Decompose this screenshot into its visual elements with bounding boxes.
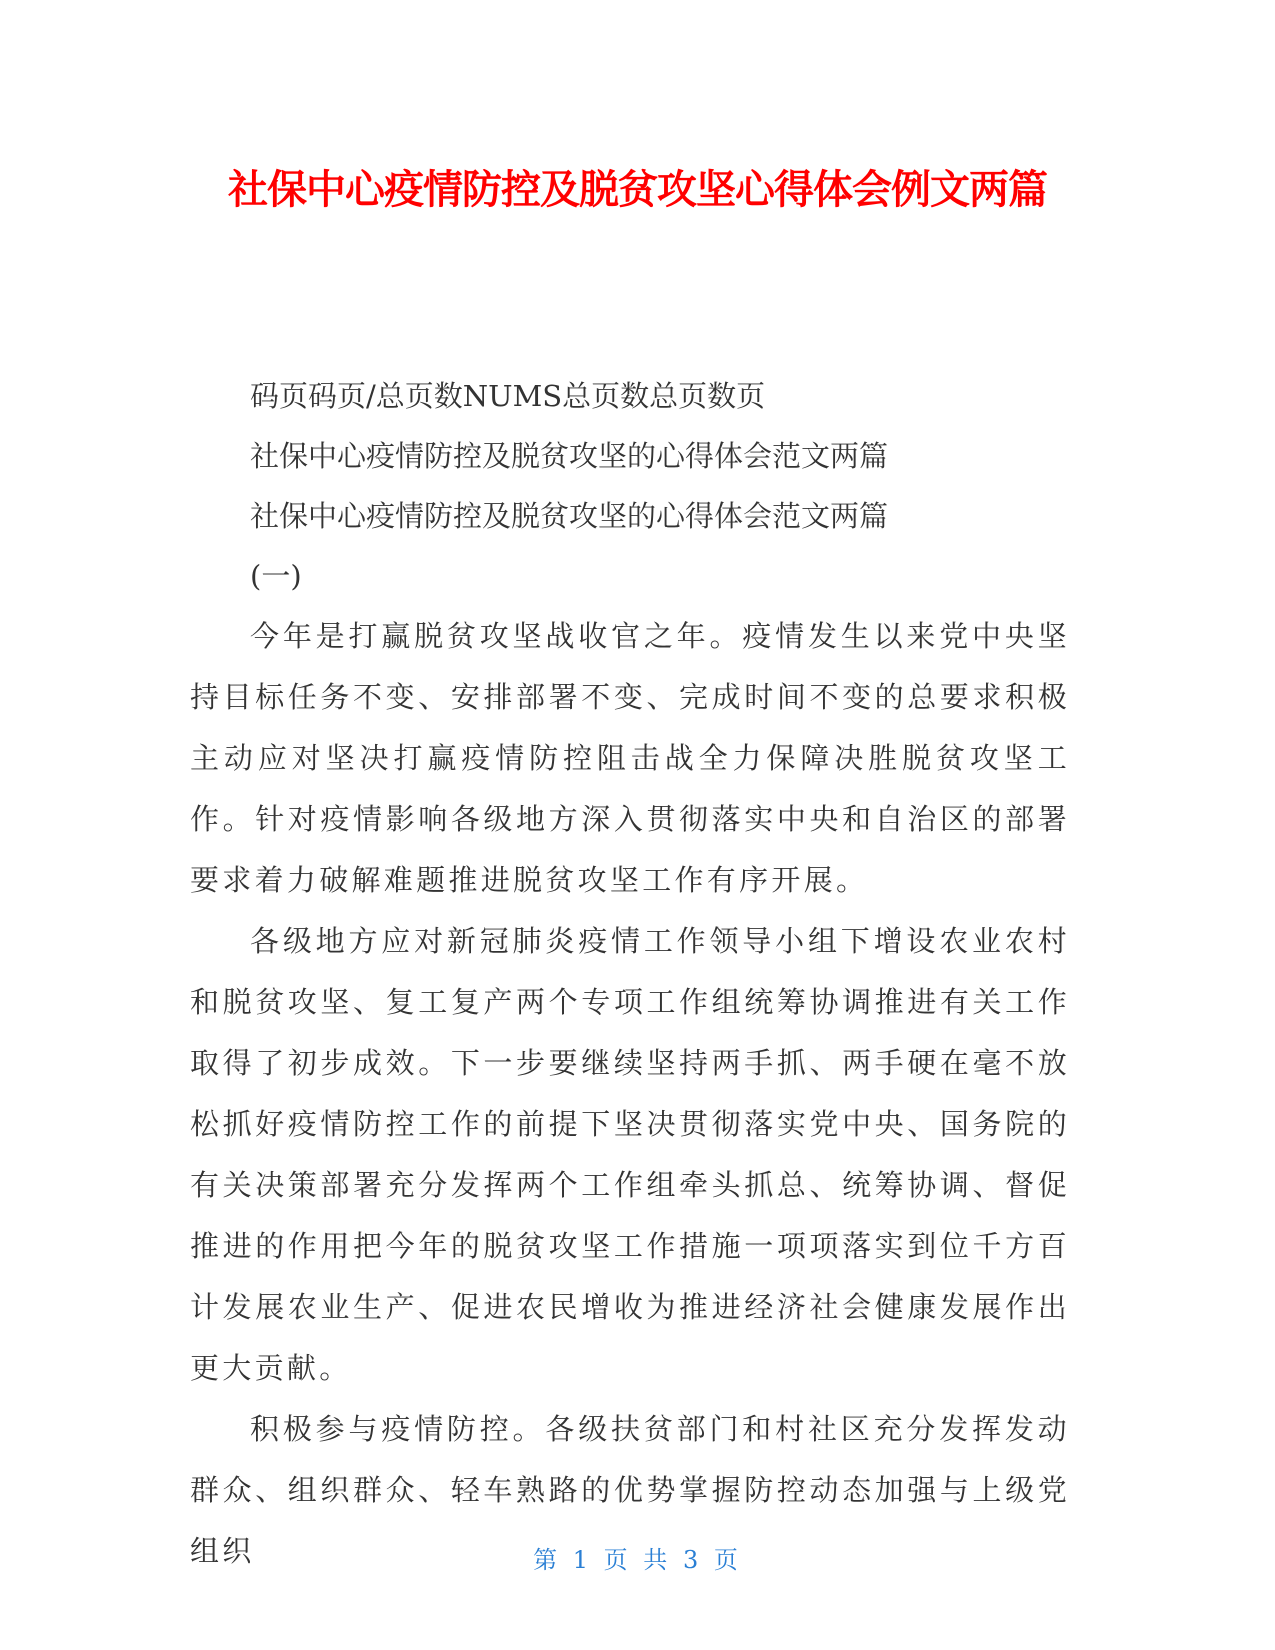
subtitle-line-2: 社保中心疫情防控及脱贫攻坚的心得体会范文两篇 (250, 499, 889, 533)
paragraph-1: 今年是打赢脱贫攻坚战收官之年。疫情发生以来党中央坚持目标任务不变、安排部署不变、完成时间不变的总要求积极主动应对坚决打赢疫情防控阻击战全力保障决胜脱贫攻坚工作。针对疫情影响各级地方深入贯彻落实中央和自治区的部署要求着力破解难题推进脱贫攻坚工作有序开展。 (190, 619, 1070, 897)
subtitle-line-1: 社保中心疫情防控及脱贫攻坚的心得体会范文两篇 (250, 439, 889, 473)
section-marker: (一) (250, 559, 302, 593)
document-body (190, 366, 1070, 1582)
paragraph-3: 积极参与疫情防控。各级扶贫部门和村社区充分发挥发动群众、组织群众、轻车熟路的优势掌握防控动态加强与上级党组织 (190, 1412, 1070, 1568)
page-footer: 第 1 页 共 3 页 (533, 1546, 742, 1574)
page-number-field-line: 码页码页/总页数NUMS总页数总页数页 (250, 379, 766, 413)
paragraph-2: 各级地方应对新冠肺炎疫情工作领导小组下增设农业农村和脱贫攻坚、复工复产两个专项工作组统筹协调推进有关工作取得了初步成效。下一步要继续坚持两手抓、两手硬在毫不放松抓好疫情防控工作的前提下坚决贯彻落实党中央、国务院的有关决策部署充分发挥两个工作组牵头抓总、统筹协调、督促推进的作用把今年的脱贫攻坚工作措施一项项落实到位千方百计发展农业生产、促进农民增收为推进经济社会健康发展作出更大贡献。 (190, 924, 1070, 1385)
document-title: 社保中心疫情防控及脱贫攻坚心得体会例文两篇 (228, 167, 1047, 213)
